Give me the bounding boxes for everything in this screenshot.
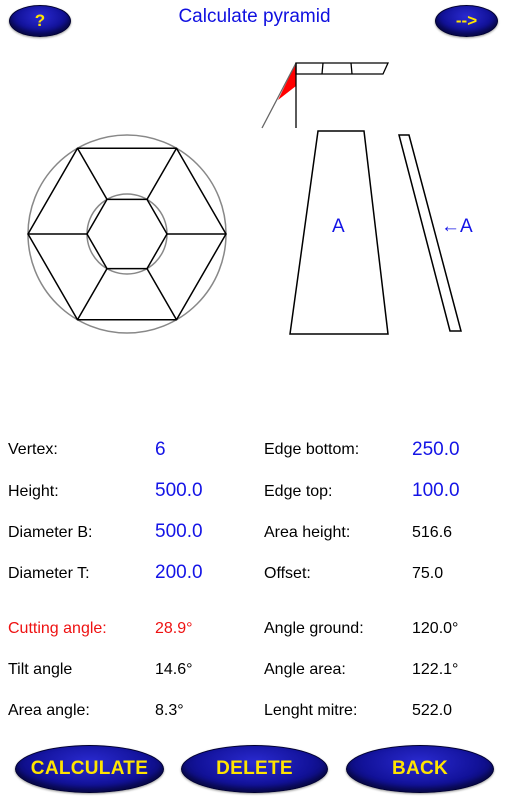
edge-bottom-input[interactable]: 250.0 <box>412 439 460 460</box>
help-button[interactable]: ? <box>9 5 71 37</box>
mitre-detail <box>262 63 388 128</box>
angle-ground-label: Angle ground: <box>264 620 364 637</box>
area-angle-value: 8.3° <box>155 702 184 719</box>
vertex-label: Vertex: <box>8 441 58 458</box>
diameter-top-input[interactable]: 200.0 <box>155 562 203 583</box>
diameter-top-label: Diameter T: <box>8 565 90 582</box>
tilt-angle-label: Tilt angle <box>8 661 73 678</box>
height-input[interactable]: 500.0 <box>155 480 203 501</box>
area-height-value: 516.6 <box>412 524 453 541</box>
angle-area-label: Angle area: <box>264 661 346 678</box>
angle-area-value: 122.1° <box>412 661 459 678</box>
delete-button[interactable]: DELETE <box>181 745 328 793</box>
offset-label: Offset: <box>264 565 311 582</box>
height-label: Height: <box>8 483 59 500</box>
page-title: Calculate pyramid <box>178 6 331 27</box>
vertex-input[interactable]: 6 <box>155 439 166 460</box>
inner-hexagon <box>87 199 167 268</box>
edge-bottom-label: Edge bottom: <box>264 441 360 458</box>
cutting-angle-value: 28.9° <box>155 620 193 637</box>
offset-value: 75.0 <box>412 565 444 582</box>
cutting-angle-label: Cutting angle: <box>8 620 107 637</box>
length-mitre-label: Lenght mitre: <box>264 702 358 719</box>
area-height-label: Area height: <box>264 524 351 541</box>
diameter-bottom-input[interactable]: 500.0 <box>155 521 203 542</box>
calculate-button[interactable]: CALCULATE <box>15 745 164 793</box>
side-label: ←A <box>441 216 473 237</box>
diameter-bottom-label: Diameter B: <box>8 524 93 541</box>
edge-top-label: Edge top: <box>264 483 333 500</box>
inner-circle <box>87 194 167 274</box>
length-mitre-value: 522.0 <box>412 702 453 719</box>
face-label: A <box>332 216 345 237</box>
area-angle-label: Area angle: <box>8 702 90 719</box>
back-button[interactable]: BACK <box>346 745 494 793</box>
tilt-angle-value: 14.6° <box>155 661 193 678</box>
pyramid-diagram <box>0 50 509 410</box>
angle-ground-value: 120.0° <box>412 620 459 637</box>
edge-top-input[interactable]: 100.0 <box>412 480 460 501</box>
next-button[interactable]: --> <box>435 5 498 37</box>
hexagon-edges <box>28 148 226 319</box>
